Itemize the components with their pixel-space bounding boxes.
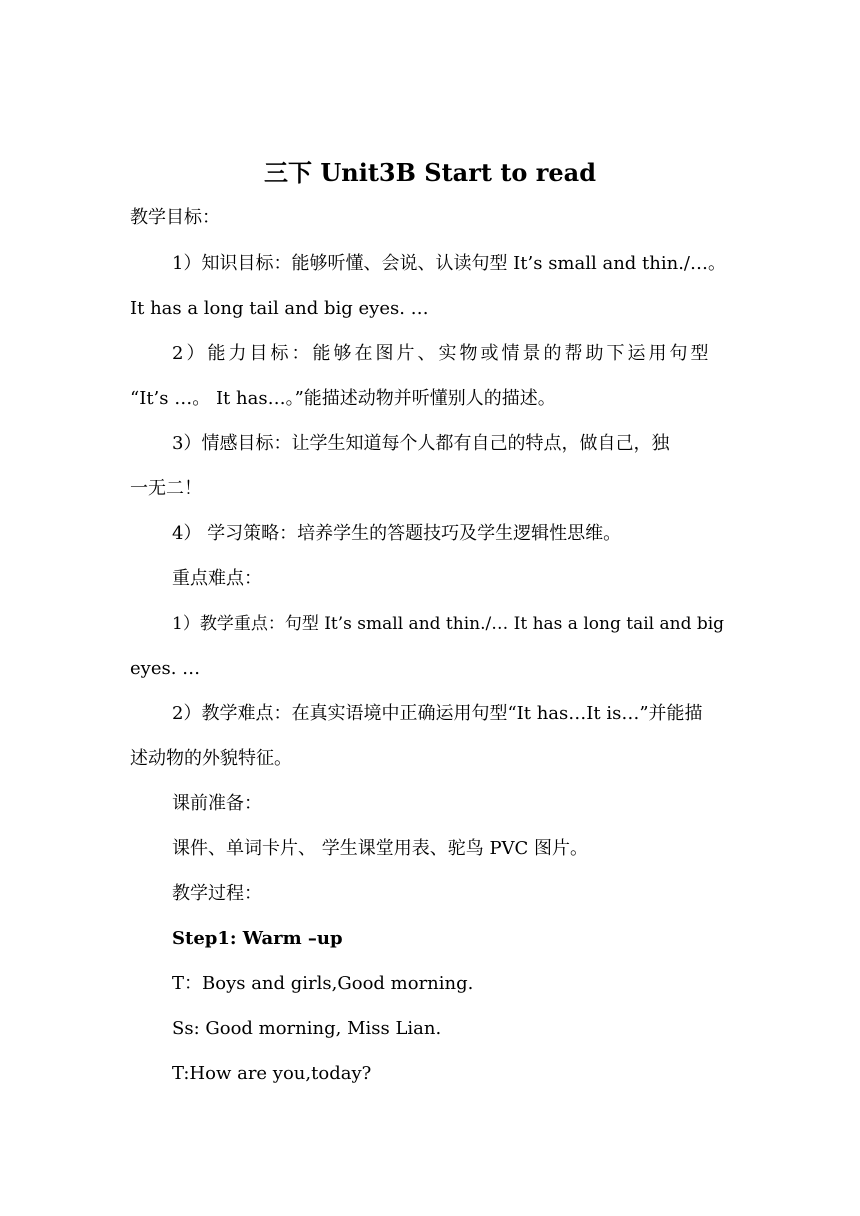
goal-2-line-1: 2）能力目标：能够在图片、实物或情景的帮助下运用句型 [172,343,712,364]
key-point-2-line-1: 2）教学难点：在真实语境中正确运用句型“It has…It is…”并能描 [172,703,703,724]
key-point-1-line-1: 1）教学重点：句型 It’s small and thin./… It has a long tail and big [172,614,725,634]
goals-heading: 教学目标： [130,207,220,228]
key-points-heading: 重点难点： [172,568,262,589]
goal-1-line-2: It has a long tail and big eyes. … [130,298,429,319]
goal-3-line-1: 3）情感目标：让学生知道每个人都有自己的特点，做自己，独 [172,433,670,454]
goal-4: 4） 学习策略：培养学生的答题技巧及学生逻辑性思维。 [172,523,622,544]
dialog-line-2: Ss: Good morning, Miss Lian. [172,1018,442,1039]
preparation-text: 课件、单词卡片、 学生课堂用表、驼鸟 PVC 图片。 [172,838,589,859]
process-heading: 教学过程： [172,883,262,904]
goal-3-line-2: 一无二！ [130,478,202,499]
step-1-heading: Step1: Warm –up [172,928,343,949]
dialog-line-1: T：Boys and girls,Good morning. [172,973,474,994]
goal-2-line-2: “It’s …。 It has…。”能描述动物并听懂别人的描述。 [130,388,556,409]
document-title: 三下 Unit3B Start to read [263,158,597,187]
goal-1-line-1: 1）知识目标：能够听懂、会说、认读句型 It’s small and thin./…。 [172,253,726,274]
key-point-2-line-2: 述动物的外貌特征。 [130,748,292,769]
preparation-heading: 课前准备： [172,793,262,814]
dialog-line-3: T:How are you,today? [172,1063,372,1084]
key-point-1-line-2: eyes. … [130,658,201,679]
